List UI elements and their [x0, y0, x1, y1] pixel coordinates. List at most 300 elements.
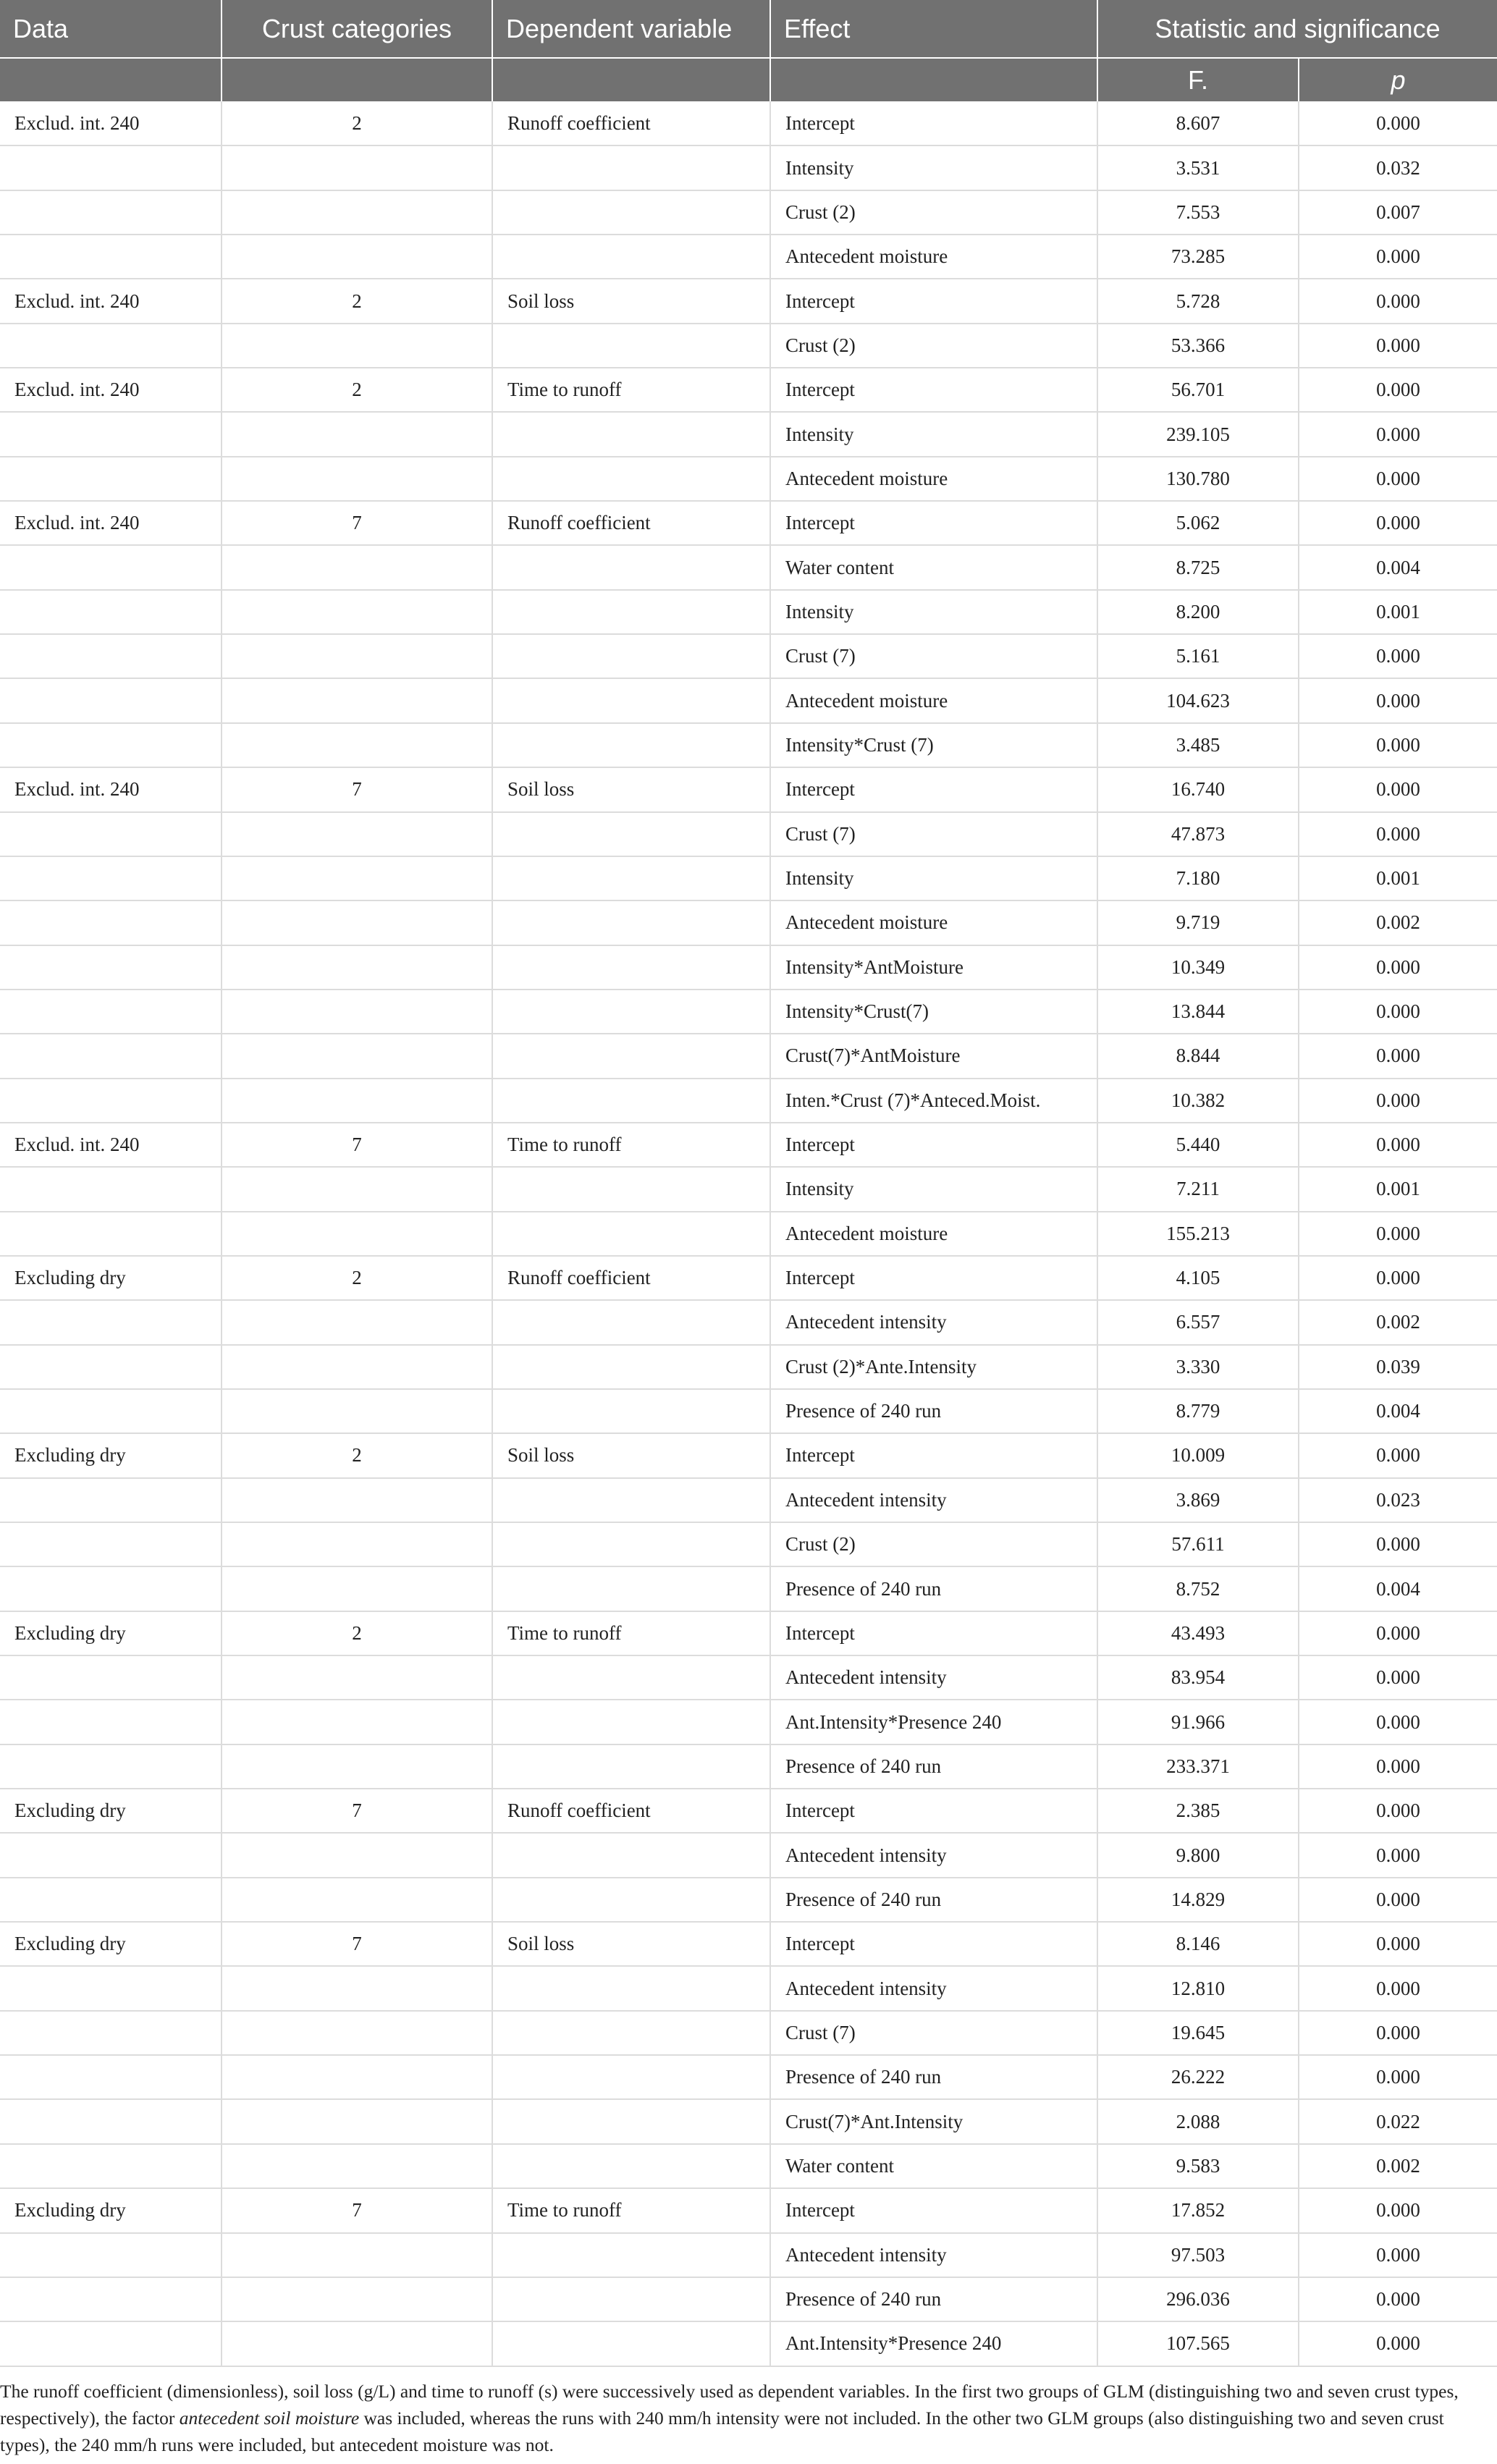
cell-data: Exclud. int. 240	[0, 501, 222, 545]
cell-data	[0, 856, 222, 900]
cell-effect: Intercept	[770, 368, 1097, 412]
cell-data	[0, 723, 222, 767]
cell-crust-categories	[222, 1079, 492, 1123]
cell-data	[0, 457, 222, 501]
cell-crust-categories	[222, 2233, 492, 2277]
cell-effect: Presence of 240 run	[770, 2055, 1097, 2099]
subheader-row	[0, 58, 1497, 101]
cell-effect: Water content	[770, 545, 1097, 589]
cell-data	[0, 145, 222, 190]
cell-f-value: 8.200	[1097, 590, 1299, 634]
cell-f-value: 5.062	[1097, 501, 1299, 545]
cell-dependent-variable	[492, 2144, 770, 2188]
table-row	[0, 1655, 1497, 1700]
cell-p-value: 0.032	[1299, 145, 1497, 190]
cell-f-value: 57.611	[1097, 1522, 1299, 1566]
cell-p-value: 0.000	[1299, 1789, 1497, 1833]
cell-effect: Crust (2)	[770, 324, 1097, 368]
cell-dependent-variable	[492, 678, 770, 722]
cell-crust-categories	[222, 590, 492, 634]
table-row	[0, 1789, 1497, 1833]
cell-effect: Presence of 240 run	[770, 1744, 1097, 1789]
cell-data	[0, 1034, 222, 1078]
table-row	[0, 723, 1497, 767]
cell-f-value: 3.330	[1097, 1345, 1299, 1389]
cell-effect: Antecedent moisture	[770, 235, 1097, 279]
cell-dependent-variable	[492, 2055, 770, 2099]
table-row	[0, 2099, 1497, 2143]
cell-effect: Presence of 240 run	[770, 1878, 1097, 1922]
cell-data: Excluding dry	[0, 2188, 222, 2232]
cell-crust-categories	[222, 2099, 492, 2143]
cell-effect: Crust (7)	[770, 2011, 1097, 2055]
cell-effect: Intensity	[770, 1167, 1097, 1211]
cell-f-value: 97.503	[1097, 2233, 1299, 2277]
cell-f-value: 7.180	[1097, 856, 1299, 900]
cell-data	[0, 1700, 222, 1744]
cell-p-value: 0.000	[1299, 767, 1497, 811]
table-row	[0, 767, 1497, 811]
cell-p-value: 0.000	[1299, 1611, 1497, 1655]
cell-effect: Intensity*AntMoisture	[770, 945, 1097, 990]
cell-dependent-variable: Runoff coefficient	[492, 1789, 770, 1833]
table-row	[0, 2188, 1497, 2232]
cell-f-value: 3.485	[1097, 723, 1299, 767]
header-data: Data	[0, 0, 222, 58]
cell-f-value: 2.385	[1097, 1789, 1299, 1833]
cell-p-value: 0.001	[1299, 590, 1497, 634]
cell-crust-categories	[222, 1389, 492, 1433]
cell-data	[0, 2011, 222, 2055]
cell-data	[0, 1478, 222, 1522]
cell-f-value: 296.036	[1097, 2277, 1299, 2321]
cell-crust-categories	[222, 1345, 492, 1389]
table-row	[0, 1256, 1497, 1300]
cell-effect: Water content	[770, 2144, 1097, 2188]
cell-data	[0, 990, 222, 1034]
table-row	[0, 634, 1497, 678]
cell-crust-categories: 7	[222, 1123, 492, 1167]
cell-f-value: 8.844	[1097, 1034, 1299, 1078]
cell-data	[0, 545, 222, 589]
cell-dependent-variable	[492, 990, 770, 1034]
cell-p-value: 0.000	[1299, 412, 1497, 456]
cell-effect: Antecedent moisture	[770, 900, 1097, 945]
cell-effect: Crust(7)*Ant.Intensity	[770, 2099, 1097, 2143]
table-row	[0, 945, 1497, 990]
cell-crust-categories	[222, 1212, 492, 1256]
cell-effect: Intercept	[770, 1789, 1097, 1833]
table-row	[0, 235, 1497, 279]
cell-p-value: 0.000	[1299, 945, 1497, 990]
cell-p-value: 0.000	[1299, 2233, 1497, 2277]
cell-crust-categories: 2	[222, 279, 492, 323]
cell-data	[0, 1744, 222, 1789]
cell-effect: Intensity*Crust (7)	[770, 723, 1097, 767]
cell-effect: Ant.Intensity*Presence 240	[770, 2321, 1097, 2366]
cell-data	[0, 412, 222, 456]
cell-effect: Intercept	[770, 501, 1097, 545]
table-row	[0, 1833, 1497, 1877]
cell-f-value: 26.222	[1097, 2055, 1299, 2099]
cell-f-value: 239.105	[1097, 412, 1299, 456]
cell-p-value: 0.000	[1299, 678, 1497, 722]
table-row	[0, 1522, 1497, 1566]
table-row	[0, 1433, 1497, 1477]
cell-f-value: 13.844	[1097, 990, 1299, 1034]
cell-data	[0, 324, 222, 368]
cell-f-value: 9.800	[1097, 1833, 1299, 1877]
cell-f-value: 8.779	[1097, 1389, 1299, 1433]
cell-data	[0, 2321, 222, 2366]
cell-crust-categories	[222, 1655, 492, 1700]
cell-p-value: 0.007	[1299, 190, 1497, 235]
cell-data	[0, 590, 222, 634]
table-row	[0, 101, 1497, 145]
cell-p-value: 0.000	[1299, 1123, 1497, 1167]
table-row	[0, 368, 1497, 412]
cell-p-value: 0.000	[1299, 368, 1497, 412]
cell-p-value: 0.004	[1299, 1389, 1497, 1433]
cell-p-value: 0.000	[1299, 1922, 1497, 1966]
cell-dependent-variable	[492, 1522, 770, 1566]
cell-data	[0, 634, 222, 678]
cell-data: Exclud. int. 240	[0, 1123, 222, 1167]
table-row	[0, 590, 1497, 634]
cell-dependent-variable: Time to runoff	[492, 2188, 770, 2232]
cell-data: Excluding dry	[0, 1611, 222, 1655]
cell-data	[0, 812, 222, 856]
table-row	[0, 1922, 1497, 1966]
cell-dependent-variable	[492, 1212, 770, 1256]
cell-dependent-variable	[492, 235, 770, 279]
cell-dependent-variable: Time to runoff	[492, 1123, 770, 1167]
table-row	[0, 1123, 1497, 1167]
cell-f-value: 5.440	[1097, 1123, 1299, 1167]
cell-dependent-variable	[492, 190, 770, 235]
subheader-empty	[770, 58, 1097, 101]
cell-data	[0, 2277, 222, 2321]
cell-effect: Antecedent intensity	[770, 1655, 1097, 1700]
cell-p-value: 0.002	[1299, 2144, 1497, 2188]
cell-effect: Intensity	[770, 412, 1097, 456]
cell-dependent-variable	[492, 590, 770, 634]
cell-effect: Antecedent moisture	[770, 1212, 1097, 1256]
table-row	[0, 1478, 1497, 1522]
cell-crust-categories: 7	[222, 1922, 492, 1966]
cell-f-value: 19.645	[1097, 2011, 1299, 2055]
cell-crust-categories: 2	[222, 368, 492, 412]
table-row	[0, 2055, 1497, 2099]
table-row	[0, 1700, 1497, 1744]
table-row	[0, 812, 1497, 856]
cell-crust-categories	[222, 1966, 492, 2010]
cell-dependent-variable	[492, 2011, 770, 2055]
cell-f-value: 130.780	[1097, 457, 1299, 501]
cell-dependent-variable	[492, 324, 770, 368]
cell-f-value: 3.869	[1097, 1478, 1299, 1522]
cell-crust-categories	[222, 235, 492, 279]
table-row	[0, 1300, 1497, 1344]
cell-data	[0, 2055, 222, 2099]
cell-data	[0, 1212, 222, 1256]
cell-dependent-variable	[492, 1079, 770, 1123]
subheader-empty	[492, 58, 770, 101]
header-dependent-variable: Dependent variable	[492, 0, 770, 58]
cell-effect: Presence of 240 run	[770, 1566, 1097, 1611]
cell-dependent-variable	[492, 2099, 770, 2143]
cell-f-value: 7.211	[1097, 1167, 1299, 1211]
cell-crust-categories	[222, 2144, 492, 2188]
cell-dependent-variable	[492, 1389, 770, 1433]
cell-data	[0, 1566, 222, 1611]
cell-p-value: 0.000	[1299, 1700, 1497, 1744]
cell-f-value: 5.728	[1097, 279, 1299, 323]
table-row	[0, 412, 1497, 456]
cell-f-value: 12.810	[1097, 1966, 1299, 2010]
cell-f-value: 233.371	[1097, 1744, 1299, 1789]
cell-dependent-variable: Runoff coefficient	[492, 101, 770, 145]
cell-effect: Crust(7)*AntMoisture	[770, 1034, 1097, 1078]
cell-p-value: 0.000	[1299, 1079, 1497, 1123]
cell-data	[0, 2233, 222, 2277]
cell-effect: Presence of 240 run	[770, 2277, 1097, 2321]
cell-effect: Intercept	[770, 101, 1097, 145]
cell-data: Excluding dry	[0, 1789, 222, 1833]
cell-dependent-variable	[492, 2321, 770, 2366]
cell-dependent-variable	[492, 1966, 770, 2010]
cell-effect: Crust (2)*Ante.Intensity	[770, 1345, 1097, 1389]
cell-crust-categories	[222, 2011, 492, 2055]
cell-crust-categories	[222, 856, 492, 900]
subheader-empty	[222, 58, 492, 101]
cell-data: Exclud. int. 240	[0, 279, 222, 323]
cell-effect: Intensity*Crust(7)	[770, 990, 1097, 1034]
cell-f-value: 155.213	[1097, 1212, 1299, 1256]
cell-crust-categories	[222, 1034, 492, 1078]
table-row	[0, 145, 1497, 190]
cell-effect: Intercept	[770, 1922, 1097, 1966]
table-row	[0, 1389, 1497, 1433]
cell-p-value: 0.000	[1299, 2321, 1497, 2366]
cell-data	[0, 1079, 222, 1123]
cell-crust-categories	[222, 2055, 492, 2099]
cell-p-value: 0.000	[1299, 812, 1497, 856]
cell-data	[0, 900, 222, 945]
cell-effect: Crust (2)	[770, 190, 1097, 235]
cell-crust-categories: 7	[222, 767, 492, 811]
table-row	[0, 2321, 1497, 2366]
cell-dependent-variable	[492, 1700, 770, 1744]
cell-dependent-variable	[492, 412, 770, 456]
cell-effect: Crust (7)	[770, 634, 1097, 678]
table-row	[0, 1079, 1497, 1123]
cell-p-value: 0.000	[1299, 501, 1497, 545]
cell-crust-categories: 2	[222, 1611, 492, 1655]
cell-effect: Intensity	[770, 856, 1097, 900]
cell-data: Exclud. int. 240	[0, 767, 222, 811]
cell-data: Excluding dry	[0, 1256, 222, 1300]
cell-dependent-variable: Runoff coefficient	[492, 501, 770, 545]
cell-effect: Intercept	[770, 1123, 1097, 1167]
cell-data	[0, 1655, 222, 1700]
cell-crust-categories	[222, 634, 492, 678]
table-row	[0, 1878, 1497, 1922]
header-crust-categories: Crust categories	[222, 0, 492, 58]
cell-crust-categories	[222, 723, 492, 767]
cell-effect: Intensity	[770, 590, 1097, 634]
cell-dependent-variable	[492, 856, 770, 900]
cell-dependent-variable	[492, 634, 770, 678]
cell-f-value: 2.088	[1097, 2099, 1299, 2143]
cell-f-value: 4.105	[1097, 1256, 1299, 1300]
cell-data	[0, 1966, 222, 2010]
cell-f-value: 7.553	[1097, 190, 1299, 235]
cell-p-value: 0.000	[1299, 2277, 1497, 2321]
cell-effect: Presence of 240 run	[770, 1389, 1097, 1433]
cell-dependent-variable	[492, 1566, 770, 1611]
cell-crust-categories	[222, 145, 492, 190]
cell-data: Excluding dry	[0, 1922, 222, 1966]
cell-dependent-variable	[492, 945, 770, 990]
cell-f-value: 91.966	[1097, 1700, 1299, 1744]
cell-p-value: 0.022	[1299, 2099, 1497, 2143]
cell-dependent-variable	[492, 812, 770, 856]
cell-f-value: 8.607	[1097, 101, 1299, 145]
cell-effect: Intercept	[770, 1611, 1097, 1655]
cell-data	[0, 190, 222, 235]
cell-effect: Crust (2)	[770, 1522, 1097, 1566]
cell-data	[0, 2099, 222, 2143]
cell-data: Exclud. int. 240	[0, 368, 222, 412]
table-body	[0, 101, 1497, 2366]
table-row	[0, 900, 1497, 945]
table-row	[0, 1034, 1497, 1078]
cell-f-value: 83.954	[1097, 1655, 1299, 1700]
cell-p-value: 0.000	[1299, 2055, 1497, 2099]
header-statistic-group: Statistic and significance	[1097, 0, 1497, 58]
cell-p-value: 0.002	[1299, 1300, 1497, 1344]
cell-crust-categories	[222, 324, 492, 368]
table-row	[0, 1744, 1497, 1789]
cell-f-value: 56.701	[1097, 368, 1299, 412]
cell-effect: Intensity	[770, 145, 1097, 190]
cell-crust-categories	[222, 678, 492, 722]
cell-f-value: 3.531	[1097, 145, 1299, 190]
cell-p-value: 0.023	[1299, 1478, 1497, 1522]
table-row	[0, 1611, 1497, 1655]
cell-p-value: 0.004	[1299, 545, 1497, 589]
cell-data	[0, 1833, 222, 1877]
cell-p-value: 0.000	[1299, 1655, 1497, 1700]
table-row	[0, 856, 1497, 900]
cell-p-value: 0.000	[1299, 235, 1497, 279]
cell-data	[0, 1300, 222, 1344]
table-row	[0, 2277, 1497, 2321]
cell-crust-categories	[222, 1833, 492, 1877]
cell-data	[0, 1522, 222, 1566]
cell-effect: Antecedent moisture	[770, 457, 1097, 501]
cell-crust-categories: 7	[222, 2188, 492, 2232]
cell-p-value: 0.039	[1299, 1345, 1497, 1389]
cell-f-value: 10.009	[1097, 1433, 1299, 1477]
cell-dependent-variable	[492, 1878, 770, 1922]
cell-p-value: 0.002	[1299, 900, 1497, 945]
table-row	[0, 990, 1497, 1034]
table-row	[0, 1212, 1497, 1256]
cell-p-value: 0.000	[1299, 1522, 1497, 1566]
cell-crust-categories	[222, 1522, 492, 1566]
cell-crust-categories	[222, 1700, 492, 1744]
cell-dependent-variable	[492, 545, 770, 589]
cell-effect: Intercept	[770, 1256, 1097, 1300]
cell-f-value: 104.623	[1097, 678, 1299, 722]
cell-crust-categories	[222, 812, 492, 856]
cell-f-value: 73.285	[1097, 235, 1299, 279]
cell-p-value: 0.000	[1299, 1966, 1497, 2010]
cell-f-value: 47.873	[1097, 812, 1299, 856]
cell-f-value: 43.493	[1097, 1611, 1299, 1655]
header-f: F.	[1097, 58, 1299, 101]
cell-dependent-variable	[492, 145, 770, 190]
cell-p-value: 0.000	[1299, 723, 1497, 767]
cell-crust-categories: 7	[222, 1789, 492, 1833]
cell-f-value: 9.583	[1097, 2144, 1299, 2188]
cell-effect: Antecedent intensity	[770, 1833, 1097, 1877]
cell-p-value: 0.004	[1299, 1566, 1497, 1611]
cell-dependent-variable	[492, 1478, 770, 1522]
cell-crust-categories	[222, 1744, 492, 1789]
cell-f-value: 17.852	[1097, 2188, 1299, 2232]
cell-effect: Ant.Intensity*Presence 240	[770, 1700, 1097, 1744]
table-row	[0, 279, 1497, 323]
cell-crust-categories	[222, 1300, 492, 1344]
cell-crust-categories	[222, 2277, 492, 2321]
table-row	[0, 190, 1497, 235]
cell-dependent-variable	[492, 2277, 770, 2321]
footnote-emphasis: antecedent soil moisture	[179, 2408, 360, 2429]
table-row	[0, 2233, 1497, 2277]
cell-crust-categories	[222, 1566, 492, 1611]
cell-effect: Intercept	[770, 2188, 1097, 2232]
cell-dependent-variable	[492, 457, 770, 501]
cell-dependent-variable	[492, 2233, 770, 2277]
cell-effect: Intercept	[770, 1433, 1097, 1477]
cell-crust-categories: 2	[222, 101, 492, 145]
cell-p-value: 0.000	[1299, 1212, 1497, 1256]
cell-f-value: 107.565	[1097, 2321, 1299, 2366]
cell-effect: Antecedent intensity	[770, 1478, 1097, 1522]
cell-crust-categories: 7	[222, 501, 492, 545]
cell-p-value: 0.000	[1299, 1034, 1497, 1078]
cell-f-value: 9.719	[1097, 900, 1299, 945]
cell-crust-categories	[222, 190, 492, 235]
cell-dependent-variable	[492, 1345, 770, 1389]
header-effect: Effect	[770, 0, 1097, 58]
cell-effect: Antecedent intensity	[770, 2233, 1097, 2277]
cell-p-value: 0.000	[1299, 1878, 1497, 1922]
cell-f-value: 8.146	[1097, 1922, 1299, 1966]
cell-data	[0, 1345, 222, 1389]
table-row	[0, 1966, 1497, 2010]
cell-p-value: 0.000	[1299, 101, 1497, 145]
cell-crust-categories	[222, 457, 492, 501]
table-row	[0, 545, 1497, 589]
cell-data	[0, 1878, 222, 1922]
table-row	[0, 457, 1497, 501]
cell-dependent-variable: Soil loss	[492, 767, 770, 811]
cell-dependent-variable	[492, 1744, 770, 1789]
